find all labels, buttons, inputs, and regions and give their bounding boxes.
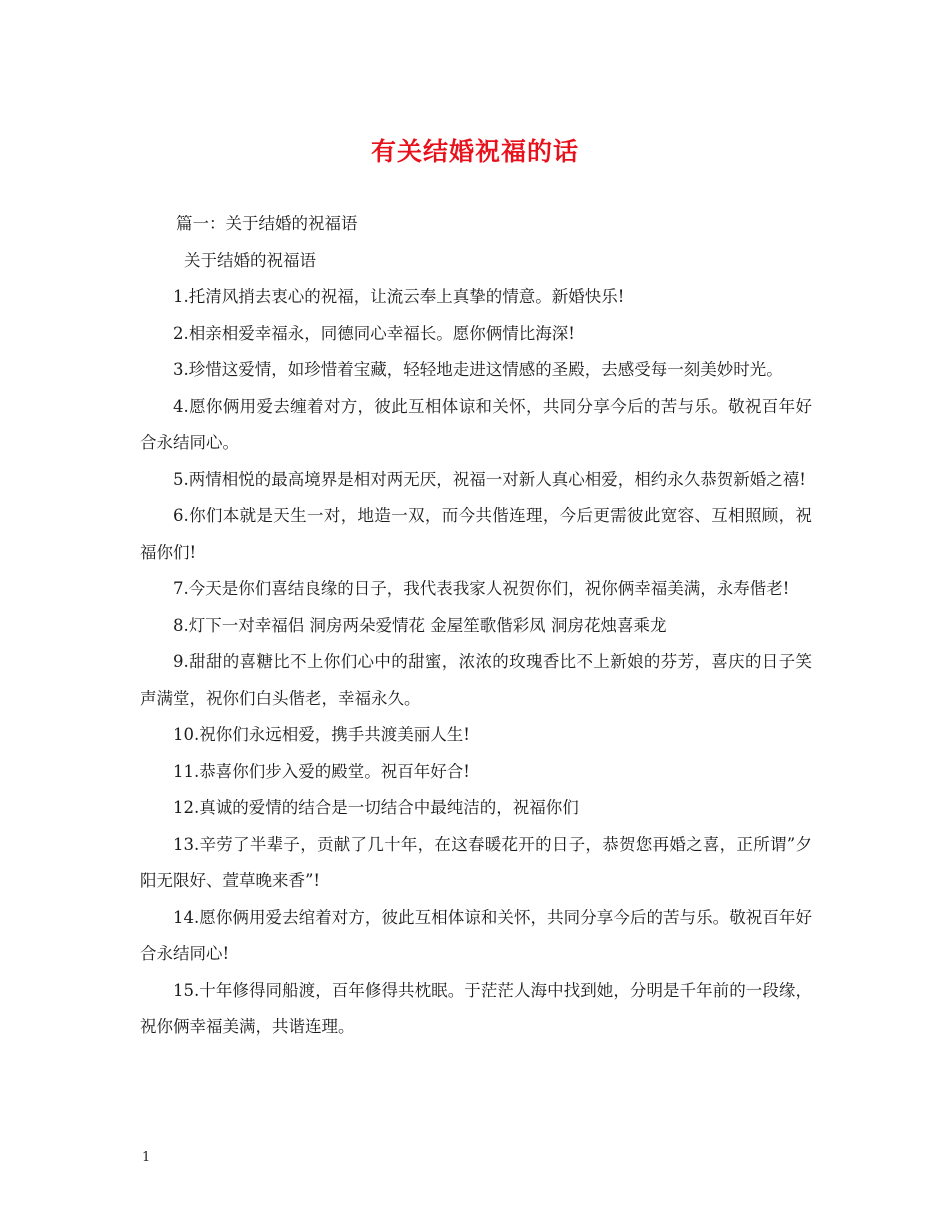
list-item: 1.托清风捎去衷心的祝福，让流云奉上真挚的情意。新婚快乐! (173, 287, 625, 306)
list-item: 5.两情相悦的最高境界是相对两无厌，祝福一对新人真心相爱，相约永久恭贺新婚之禧! (173, 469, 806, 489)
list-item: 2.相亲相爱幸福永，同德同心幸福长。愿你俩情比海深! (173, 323, 575, 343)
list-item: 7.今天是你们喜结良缘的日子，我代表我家人祝贺你们，祝你俩幸福美满，永寿偕老! (173, 579, 790, 598)
subheading: 关于结婚的祝福语 (184, 250, 316, 270)
list-item: 4.愿你俩用爱去缠着对方，彼此互相体谅和关怀，共同分享今后的苦与乐。敬祝百年好合永结同心。 (140, 396, 812, 452)
list-item: 9.甜甜的喜糖比不上你们心中的甜蜜，浓浓的玫瑰香比不上新娘的芬芳，喜庆的日子笑声满堂，祝你们白头偕老，幸福永久。 (140, 652, 812, 708)
document-title: 有关结婚祝福的话 (370, 137, 579, 166)
list-item: 8.灯下一对幸福侣 洞房两朵爱情花 金屋笙歌偕彩凤 洞房花烛喜乘龙 (173, 615, 667, 635)
list-item: 12.真诚的爱情的结合是一切结合中最纯洁的，祝福你们 (173, 798, 579, 817)
page-number: 1 (142, 1150, 151, 1165)
list-item: 15.十年修得同船渡，百年修得共枕眠。于茫茫人海中找到她，分明是千年前的一段缘，祝你俩幸福美满，共谐连理。 (140, 980, 812, 1036)
list-item: 6.你们本就是天生一对，地造一双，而今共偕连理，今后更需彼此宽容、互相照顾，祝福你们! (140, 506, 812, 562)
document-body (140, 206, 812, 1046)
list-item: 10.祝你们永远相爱，携手共渡美丽人生! (173, 725, 470, 744)
list-item: 3.珍惜这爱情，如珍惜着宝藏，轻轻地走进这情感的圣殿，去感受每一刻美妙时光。 (173, 360, 783, 379)
section-heading: 篇一：关于结婚的祝福语 (176, 214, 358, 233)
list-item: 11.恭喜你们步入爱的殿堂。祝百年好合! (173, 761, 470, 781)
list-item: 14.愿你俩用爱去绾着对方，彼此互相体谅和关怀，共同分享今后的苦与乐。敬祝百年好合永结同心! (140, 907, 812, 963)
list-item: 13.辛劳了半辈子，贡献了几十年，在这春暖花开的日子，恭贺您再婚之喜，正所谓”夕阳无限好、萱草晚来香”! (140, 834, 812, 890)
